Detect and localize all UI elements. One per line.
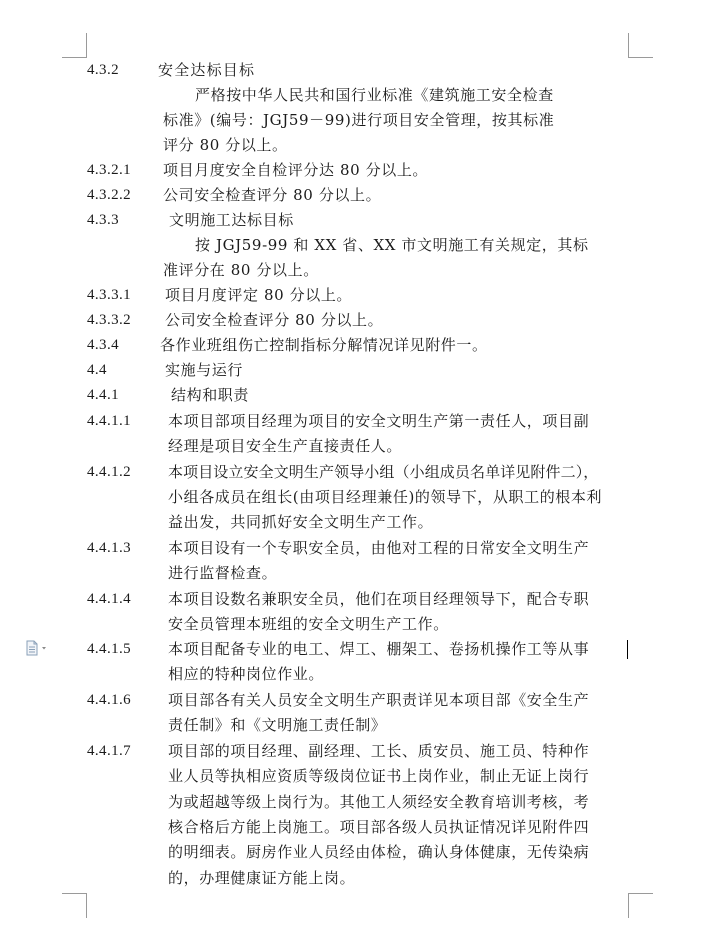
- paragraph-line: 标准》(编号：JGJ59－99)进行项目安全管理，按其标准: [163, 111, 555, 129]
- section-number: 4.3.4: [87, 337, 119, 353]
- crop-mark-top-left: [62, 33, 87, 58]
- paragraph-line: 项目部的项目经理、副经理、工长、质安员、施工员、特种作: [168, 742, 590, 760]
- section-number: 4.4.1: [87, 387, 119, 403]
- crop-mark-top-right: [628, 33, 653, 58]
- section-heading: 安全达标目标: [158, 61, 256, 79]
- paragraph-line: 进行监督检查。: [168, 564, 278, 582]
- section-heading: 文明施工达标目标: [169, 211, 294, 229]
- crop-mark-bottom-right: [628, 893, 653, 918]
- section-number: 4.4.1.4: [87, 591, 132, 607]
- section-number: 4.4.1.6: [87, 692, 132, 708]
- paragraph-line: 严格按中华人民共和国行业标准《建筑施工安全检查: [195, 86, 554, 104]
- paragraph-line: 项目月度安全自检评分达 80 分以上。: [163, 161, 429, 179]
- section-number: 4.4: [87, 362, 107, 378]
- paragraph-line: 的明细表。厨房作业人员经由体检，确认身体健康，无传染病: [168, 843, 590, 861]
- paragraph-line: 本项目配备专业的电工、焊工、棚架工、卷扬机操作工等从事: [168, 640, 590, 658]
- section-number: 4.4.1.3: [87, 540, 132, 556]
- text-cursor: [627, 640, 628, 659]
- section-number: 4.3.3: [87, 212, 119, 228]
- paragraph-line: 责任制》和《文明施工责任制》: [168, 716, 387, 734]
- section-number: 4.4.1.5: [87, 641, 132, 657]
- section-heading: 实施与运行: [165, 361, 244, 379]
- crop-mark-bottom-left: [62, 893, 87, 918]
- paragraph-line: 本项目部项目经理为项目的安全文明生产第一责任人，项目副: [168, 412, 590, 430]
- paragraph-line: 相应的特种岗位作业。: [168, 665, 325, 683]
- paragraph-line: 益出发，共同抓好安全文明生产工作。: [168, 513, 434, 531]
- paragraph-line: 本项目设数名兼职安全员，他们在项目经理领导下，配合专职: [168, 590, 590, 608]
- paragraph-line: 准评分在 80 分以上。: [163, 261, 319, 279]
- section-number: 4.3.2.2: [87, 187, 132, 203]
- paragraph-line: 各作业班组伤亡控制指标分解情况详见附件一。: [160, 336, 488, 354]
- paragraph-line: 按 JGJ59-99 和 XX 省、XX 市文明施工有关规定，其标: [195, 236, 589, 254]
- paragraph-line: 公司安全检查评分 80 分以上。: [163, 186, 382, 204]
- paragraph-line: 的，办理健康证方能上岗。: [168, 869, 356, 887]
- section-heading: 结构和职责: [171, 386, 250, 404]
- paragraph-line: 经理是项目安全生产直接责任人。: [168, 437, 403, 455]
- paragraph-line: 项目部各有关人员安全文明生产职责详见本项目部《安全生产: [168, 691, 590, 709]
- paragraph-line: 小组各成员在组长(由项目经理兼任)的领导下，从职工的根本利: [168, 488, 603, 506]
- section-number: 4.4.1.7: [87, 743, 132, 759]
- paragraph-line: 本项目设有一个专职安全员，由他对工程的日常安全文明生产: [168, 539, 590, 557]
- paragraph-line: 本项目设立安全文明生产领导小组（小组成员名单详见附件二），: [168, 463, 599, 481]
- paragraph-line: 安全员管理本班组的安全文明生产工作。: [168, 615, 449, 633]
- section-number: 4.3.3.2: [87, 312, 132, 328]
- paragraph-line: 评分 80 分以上。: [163, 136, 288, 154]
- section-number: 4.3.2.1: [87, 162, 132, 178]
- paragraph-options-icon[interactable]: [25, 640, 51, 656]
- section-number: 4.4.1.2: [87, 464, 132, 480]
- paragraph-line: 项目月度评定 80 分以上。: [165, 286, 353, 304]
- paragraph-line: 为或超越等级上岗行为。其他工人须经安全教育培训考核，考: [168, 793, 590, 811]
- section-number: 4.3.2: [87, 62, 119, 78]
- paragraph-line: 公司安全检查评分 80 分以上。: [165, 311, 384, 329]
- paragraph-line: 业人员等执相应资质等级岗位证书上岗作业，制止无证上岗行: [168, 767, 590, 785]
- paragraph-line: 核合格后方能上岗施工。项目部各级人员执证情况详见附件四: [168, 818, 590, 836]
- section-number: 4.4.1.1: [87, 413, 132, 429]
- section-number: 4.3.3.1: [87, 287, 132, 303]
